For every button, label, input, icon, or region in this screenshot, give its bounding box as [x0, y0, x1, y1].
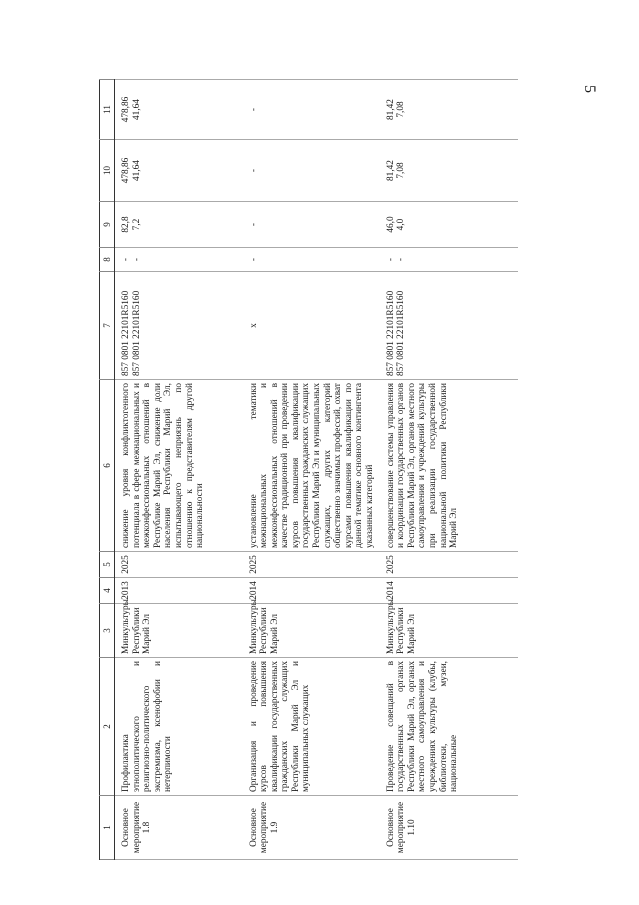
header-col-9: 9: [100, 202, 115, 248]
end-year: 2025: [380, 552, 518, 578]
header-col-5: 5: [100, 552, 115, 578]
activity-id: Основное мероприятие 1.10: [380, 796, 518, 860]
responsible-body: Минкультуры Республики Марий Эл: [243, 604, 380, 658]
value-col-8: - -: [115, 248, 243, 272]
end-year: 2025: [115, 552, 243, 578]
activity-id: Основное мероприятие 1.8: [115, 796, 243, 860]
value-col-9: 46,0 4,0: [380, 202, 518, 248]
value-col-10: -: [243, 140, 380, 202]
header-col-1: 1: [100, 796, 115, 860]
header-col-3: 3: [100, 604, 115, 658]
budget-code: х: [243, 272, 380, 380]
responsible-body: Минкультуры Республики Марий Эл: [115, 604, 243, 658]
header-col-2: 2: [100, 658, 115, 796]
value-col-9: 82,8 7,2: [115, 202, 243, 248]
header-col-4: 4: [100, 578, 115, 604]
start-year: 2014: [243, 578, 380, 604]
budget-code: 857 0801 22101R5160 857 0801 22101R5160: [115, 272, 243, 380]
start-year: 2013: [115, 578, 243, 604]
header-col-11: 11: [100, 80, 115, 140]
value-col-10: 81,42 7,08: [380, 140, 518, 202]
activity-id: Основное мероприятие 1.9: [243, 796, 380, 860]
responsible-body: Минкультуры Республики Марий Эл: [380, 604, 518, 658]
value-col-11: 478,86 41,64: [115, 80, 243, 140]
expected-result: установление тематики межнациональных и межконфессиональных отношений в качестве традиционной при проведении курсов повышения квалификации государственных гражданских служащих Республики Марий Эл и муниципальных служащих, других категорий общественно значимых профессий, охват курсами повышения квалификации по данной тематике основного контингента указанных категорий: [243, 380, 380, 552]
header-col-10: 10: [100, 140, 115, 202]
value-col-11: -: [243, 80, 380, 140]
table-row: [115, 80, 243, 860]
end-year: 2025: [243, 552, 380, 578]
header-col-7: 7: [100, 272, 115, 380]
value-col-8: - -: [380, 248, 518, 272]
expected-result: совершенствование системы управления и координации государственных органов Республики Марий Эл, органов местного самоуправления и учреждений культуры при реализации государственной национальной политики Республики Марий Эл: [380, 380, 518, 552]
page-number: 5: [581, 85, 598, 93]
value-col-9: -: [243, 202, 380, 248]
header-col-8: 8: [100, 248, 115, 272]
value-col-8: -: [243, 248, 380, 272]
activity-title: Проведение совещаний в государственных органах Республики Марий Эл, органах местного самоуправления и учреждениях культуры (клубы, библиотеки, музеи, национальные: [380, 658, 518, 796]
start-year: 2014: [380, 578, 518, 604]
header-col-6: 6: [100, 380, 115, 552]
value-col-10: 478,86 41,64: [115, 140, 243, 202]
activity-title: Профилактика этнополитического и религиозно-политического экстремизма, ксенофобии и нетерпимости: [115, 658, 243, 796]
program-activities-table: [99, 79, 518, 860]
expected-result: снижение уровня конфликтогенного потенциала в сфере межнациональных и межконфессиональных отношений в Республике Марий Эл, снижение доли населения Республики Марий Эл, испытывающего неприязнь по отношению к представителям другой национальности: [115, 380, 243, 552]
table-row: [243, 80, 380, 860]
value-col-11: 81,42 7,08: [380, 80, 518, 140]
rotated-table-container: [99, 80, 519, 860]
activity-title: Организация и проведение курсов повышения квалификации государственных гражданских служащих Республики Марий Эл и муниципальных служащих: [243, 658, 380, 796]
table-row: [380, 80, 518, 860]
header-row: [100, 80, 115, 860]
budget-code: 857 0801 22101R5160 857 0801 22101R5160: [380, 272, 518, 380]
